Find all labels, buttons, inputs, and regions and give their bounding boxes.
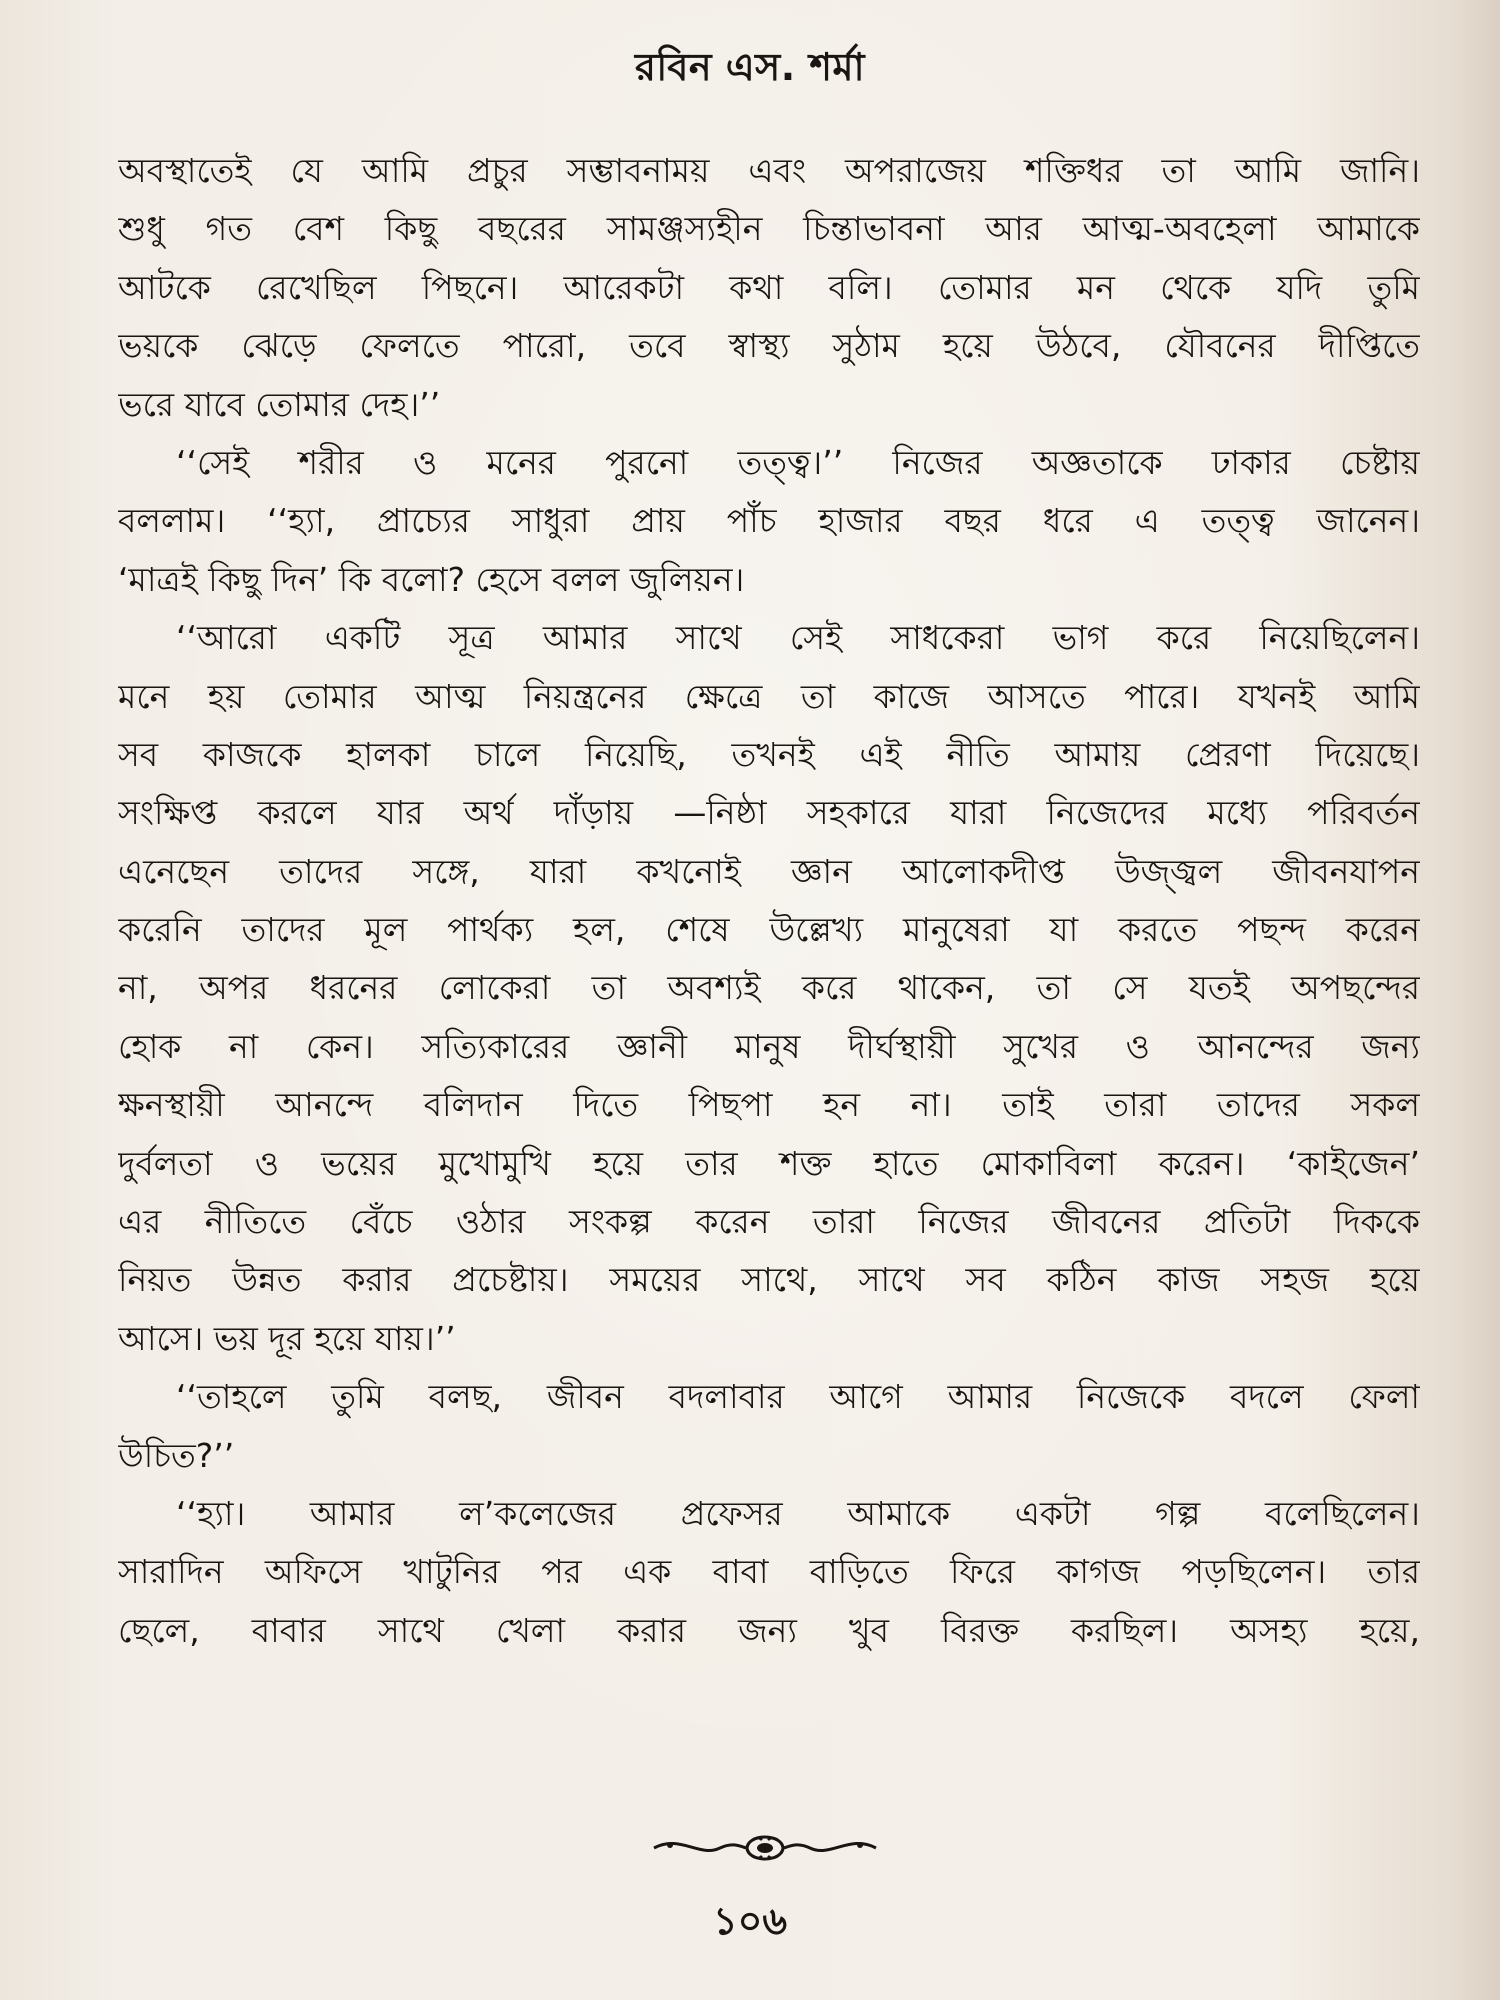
text-line: আটকে রেখেছিল পিছনে। আরেকটা কথা বলি। তোমার মন থেকে যদি তুমি — [118, 267, 1420, 307]
text-line: উচিত?’’ — [118, 1435, 235, 1475]
text-line: ভরে যাবে তোমার দেহ।’’ — [118, 384, 441, 424]
text-line: দুর্বলতা ও ভয়ের মুখোমুখি হয়ে তার শক্ত হাতে মোকাবিলা করেন। ‘কাইজেন’ — [118, 1143, 1420, 1183]
text-line: না, অপর ধরনের লোকেরা তা অবশ্যই করে থাকেন, তা সে যতই অপছন্দের — [118, 968, 1420, 1008]
text-line: ক্ষনস্থায়ী আনন্দে বলিদান দিতে পিছপা হন না। তাই তারা তাদের সকল — [118, 1085, 1420, 1125]
text-line: ‘মাত্রই কিছু দিন’ কি বলো? হেসে বলল জুলিয়ন। — [118, 559, 745, 599]
text-line: এর নীতিতে বেঁচে ওঠার সংকল্প করেন তারা নিজের জীবনের প্রতিটা দিককে — [118, 1202, 1420, 1242]
text-line: সারাদিন অফিসে খাটুনির পর এক বাবা বাড়িতে ফিরে কাগজ পড়ছিলেন। তার — [118, 1552, 1420, 1592]
text-line: বললাম। ‘‘হ্যা, প্রাচ্যের সাধুরা প্রায় পাঁচ হাজার বছর ধরে এ তত্ত্ব জানেন। — [118, 501, 1420, 541]
text-line: ‘‘তাহলে তুমি বলছ, জীবন বদলাবার আগে আমার নিজেকে বদলে ফেলা — [176, 1377, 1420, 1417]
flourish-ornament-icon — [650, 1828, 880, 1868]
text-line: শুধু গত বেশ কিছু বছরের সামঞ্জস্যহীন চিন্তাভাবনা আর আত্ম-অবহেলা আমাকে — [118, 209, 1420, 249]
text-line: মনে হয় তোমার আত্ম নিয়ন্ত্রনের ক্ষেত্রে তা কাজে আসতে পারে। যখনই আমি — [118, 676, 1420, 716]
text-line: ‘‘আরো একটি সূত্র আমার সাথে সেই সাধকেরা ভাগ করে নিয়েছিলেন। — [176, 618, 1420, 658]
text-line: ‘‘হ্যা। আমার ল’কলেজের প্রফেসর আমাকে একটা গল্প বলেছিলেন। — [176, 1493, 1420, 1533]
text-line: সংক্ষিপ্ত করলে যার অর্থ দাঁড়ায় —নিষ্ঠা সহকারে যারা নিজেদের মধ্যে পরিবর্তন — [118, 793, 1420, 833]
text-line: ভয়কে ঝেড়ে ফেলতে পারো, তবে স্বাস্থ্য সুঠাম হয়ে উঠবে, যৌবনের দীপ্তিতে — [118, 326, 1420, 366]
page-body-text — [118, 142, 1420, 1660]
text-line: ‘‘সেই শরীর ও মনের পুরনো তত্ত্ব।’’ নিজের অজ্ঞতাকে ঢাকার চেষ্টায় — [176, 442, 1420, 482]
page-number: ১০৬ — [712, 1899, 788, 1943]
text-line: ছেলে, বাবার সাথে খেলা করার জন্য খুব বিরক্ত করছিল। অসহ্য হয়ে, — [118, 1610, 1420, 1650]
text-line: অবস্থাতেই যে আমি প্রচুর সম্ভাবনাময় এবং অপরাজেয় শক্তিধর তা আমি জানি। — [118, 151, 1420, 190]
text-line: সব কাজকে হালকা চালে নিয়েছি, তখনই এই নীতি আমায় প্রেরণা দিয়েছে। — [118, 734, 1420, 774]
text-line: করেনি তাদের মূল পার্থক্য হল, শেষে উল্লেখ্য মানুষেরা যা করতে পছন্দ করেন — [118, 910, 1420, 950]
running-header: রবিন এস. শর্মা — [634, 45, 866, 89]
text-line: এনেছেন তাদের সঙ্গে, যারা কখনোই জ্ঞান আলোকদীপ্ত উজ্জ্বল জীবনযাপন — [118, 851, 1420, 891]
text-line: হোক না কেন। সত্যিকারের জ্ঞানী মানুষ দীর্ঘস্থায়ী সুখের ও আনন্দের জন্য — [118, 1026, 1420, 1066]
text-line: আসে। ভয় দূর হয়ে যায়।’’ — [118, 1318, 456, 1358]
text-line: নিয়ত উন্নত করার প্রচেষ্টায়। সময়ের সাথে, সাথে সব কঠিন কাজ সহজ হয়ে — [118, 1260, 1420, 1300]
